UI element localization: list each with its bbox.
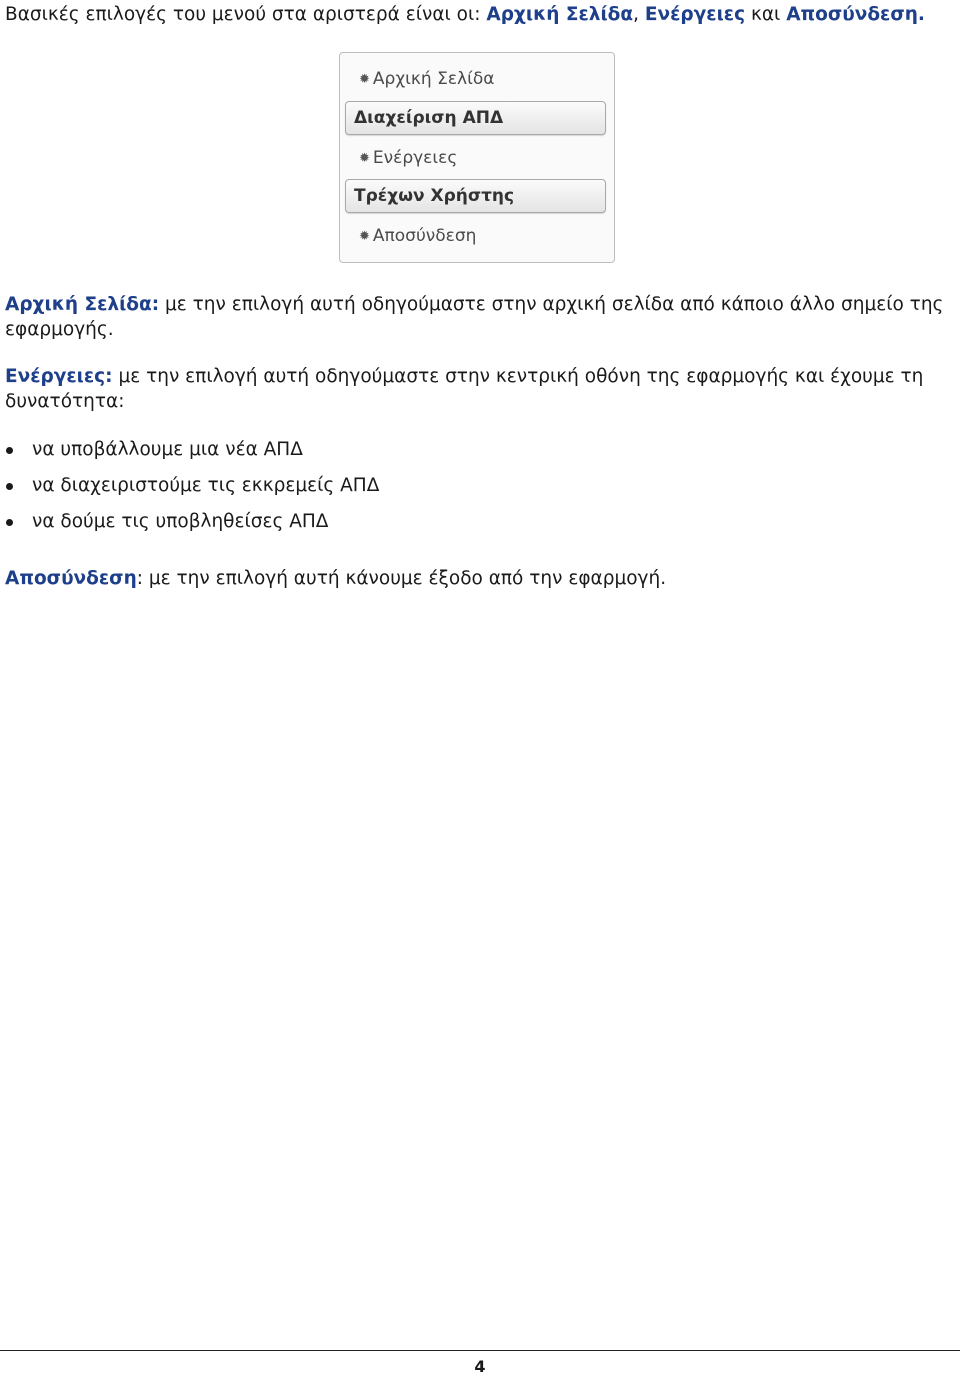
menu-screenshot bbox=[339, 52, 615, 263]
menu-item-home[interactable] bbox=[340, 62, 614, 96]
home-term: Αρχική Σελίδα: bbox=[5, 294, 160, 315]
menu-button-manage-apd-label: Διαχείριση ΑΠΔ bbox=[354, 108, 504, 128]
intro-conjunction: και bbox=[750, 4, 781, 25]
intro-option-logout: Αποσύνδεση. bbox=[786, 4, 925, 25]
intro-option-actions: Ενέργειες bbox=[644, 4, 746, 25]
intro-paragraph bbox=[5, 3, 955, 27]
intro-text: Βασικές επιλογές του μενού στα αριστερά είναι οι: bbox=[5, 4, 481, 25]
gear-icon: ✹ bbox=[359, 150, 370, 166]
intro-separator: , bbox=[633, 4, 639, 25]
actions-text: με την επιλογή αυτή οδηγούμαστε στην κεντρική οθόνη της εφαρμογής και έχουμε τη δυνατότητα: bbox=[5, 366, 924, 412]
logout-term: Αποσύνδεση bbox=[5, 568, 137, 589]
actions-term: Ενέργειες: bbox=[5, 366, 113, 387]
home-text: με την επιλογή αυτή οδηγούμαστε στην αρχική σελίδα από κάποιο άλλο σημείο της εφαρμογής. bbox=[5, 294, 944, 340]
menu-button-manage-apd[interactable] bbox=[345, 101, 606, 135]
logout-description bbox=[5, 566, 955, 591]
gear-icon: ✹ bbox=[359, 71, 370, 87]
actions-description bbox=[5, 364, 955, 414]
menu-item-logout-label: Αποσύνδεση bbox=[372, 226, 477, 246]
list-item: να υποβάλλουμε μια νέα ΑΠΔ bbox=[0, 432, 950, 468]
home-description bbox=[5, 292, 955, 342]
list-item: να δούμε τις υποβληθείσες ΑΠΔ bbox=[0, 504, 950, 540]
gear-icon: ✹ bbox=[359, 228, 370, 244]
list-item: να διαχειριστούμε τις εκκρεμείς ΑΠΔ bbox=[0, 468, 950, 504]
footer-divider bbox=[0, 1350, 960, 1351]
logout-text: : με την επιλογή αυτή κάνουμε έξοδο από την εφαρμογή. bbox=[136, 568, 667, 589]
menu-item-home-label: Αρχική Σελίδα bbox=[372, 69, 495, 89]
intro-option-home: Αρχική Σελίδα bbox=[486, 4, 634, 25]
actions-bullet-list bbox=[0, 432, 950, 540]
menu-button-current-user-label: Τρέχων Χρήστης bbox=[354, 186, 515, 206]
menu-item-actions[interactable] bbox=[340, 141, 614, 175]
menu-item-actions-label: Ενέργειες bbox=[372, 148, 458, 168]
page-number: 4 bbox=[474, 1357, 486, 1376]
menu-item-logout[interactable] bbox=[340, 219, 614, 253]
menu-button-current-user[interactable] bbox=[345, 179, 606, 213]
